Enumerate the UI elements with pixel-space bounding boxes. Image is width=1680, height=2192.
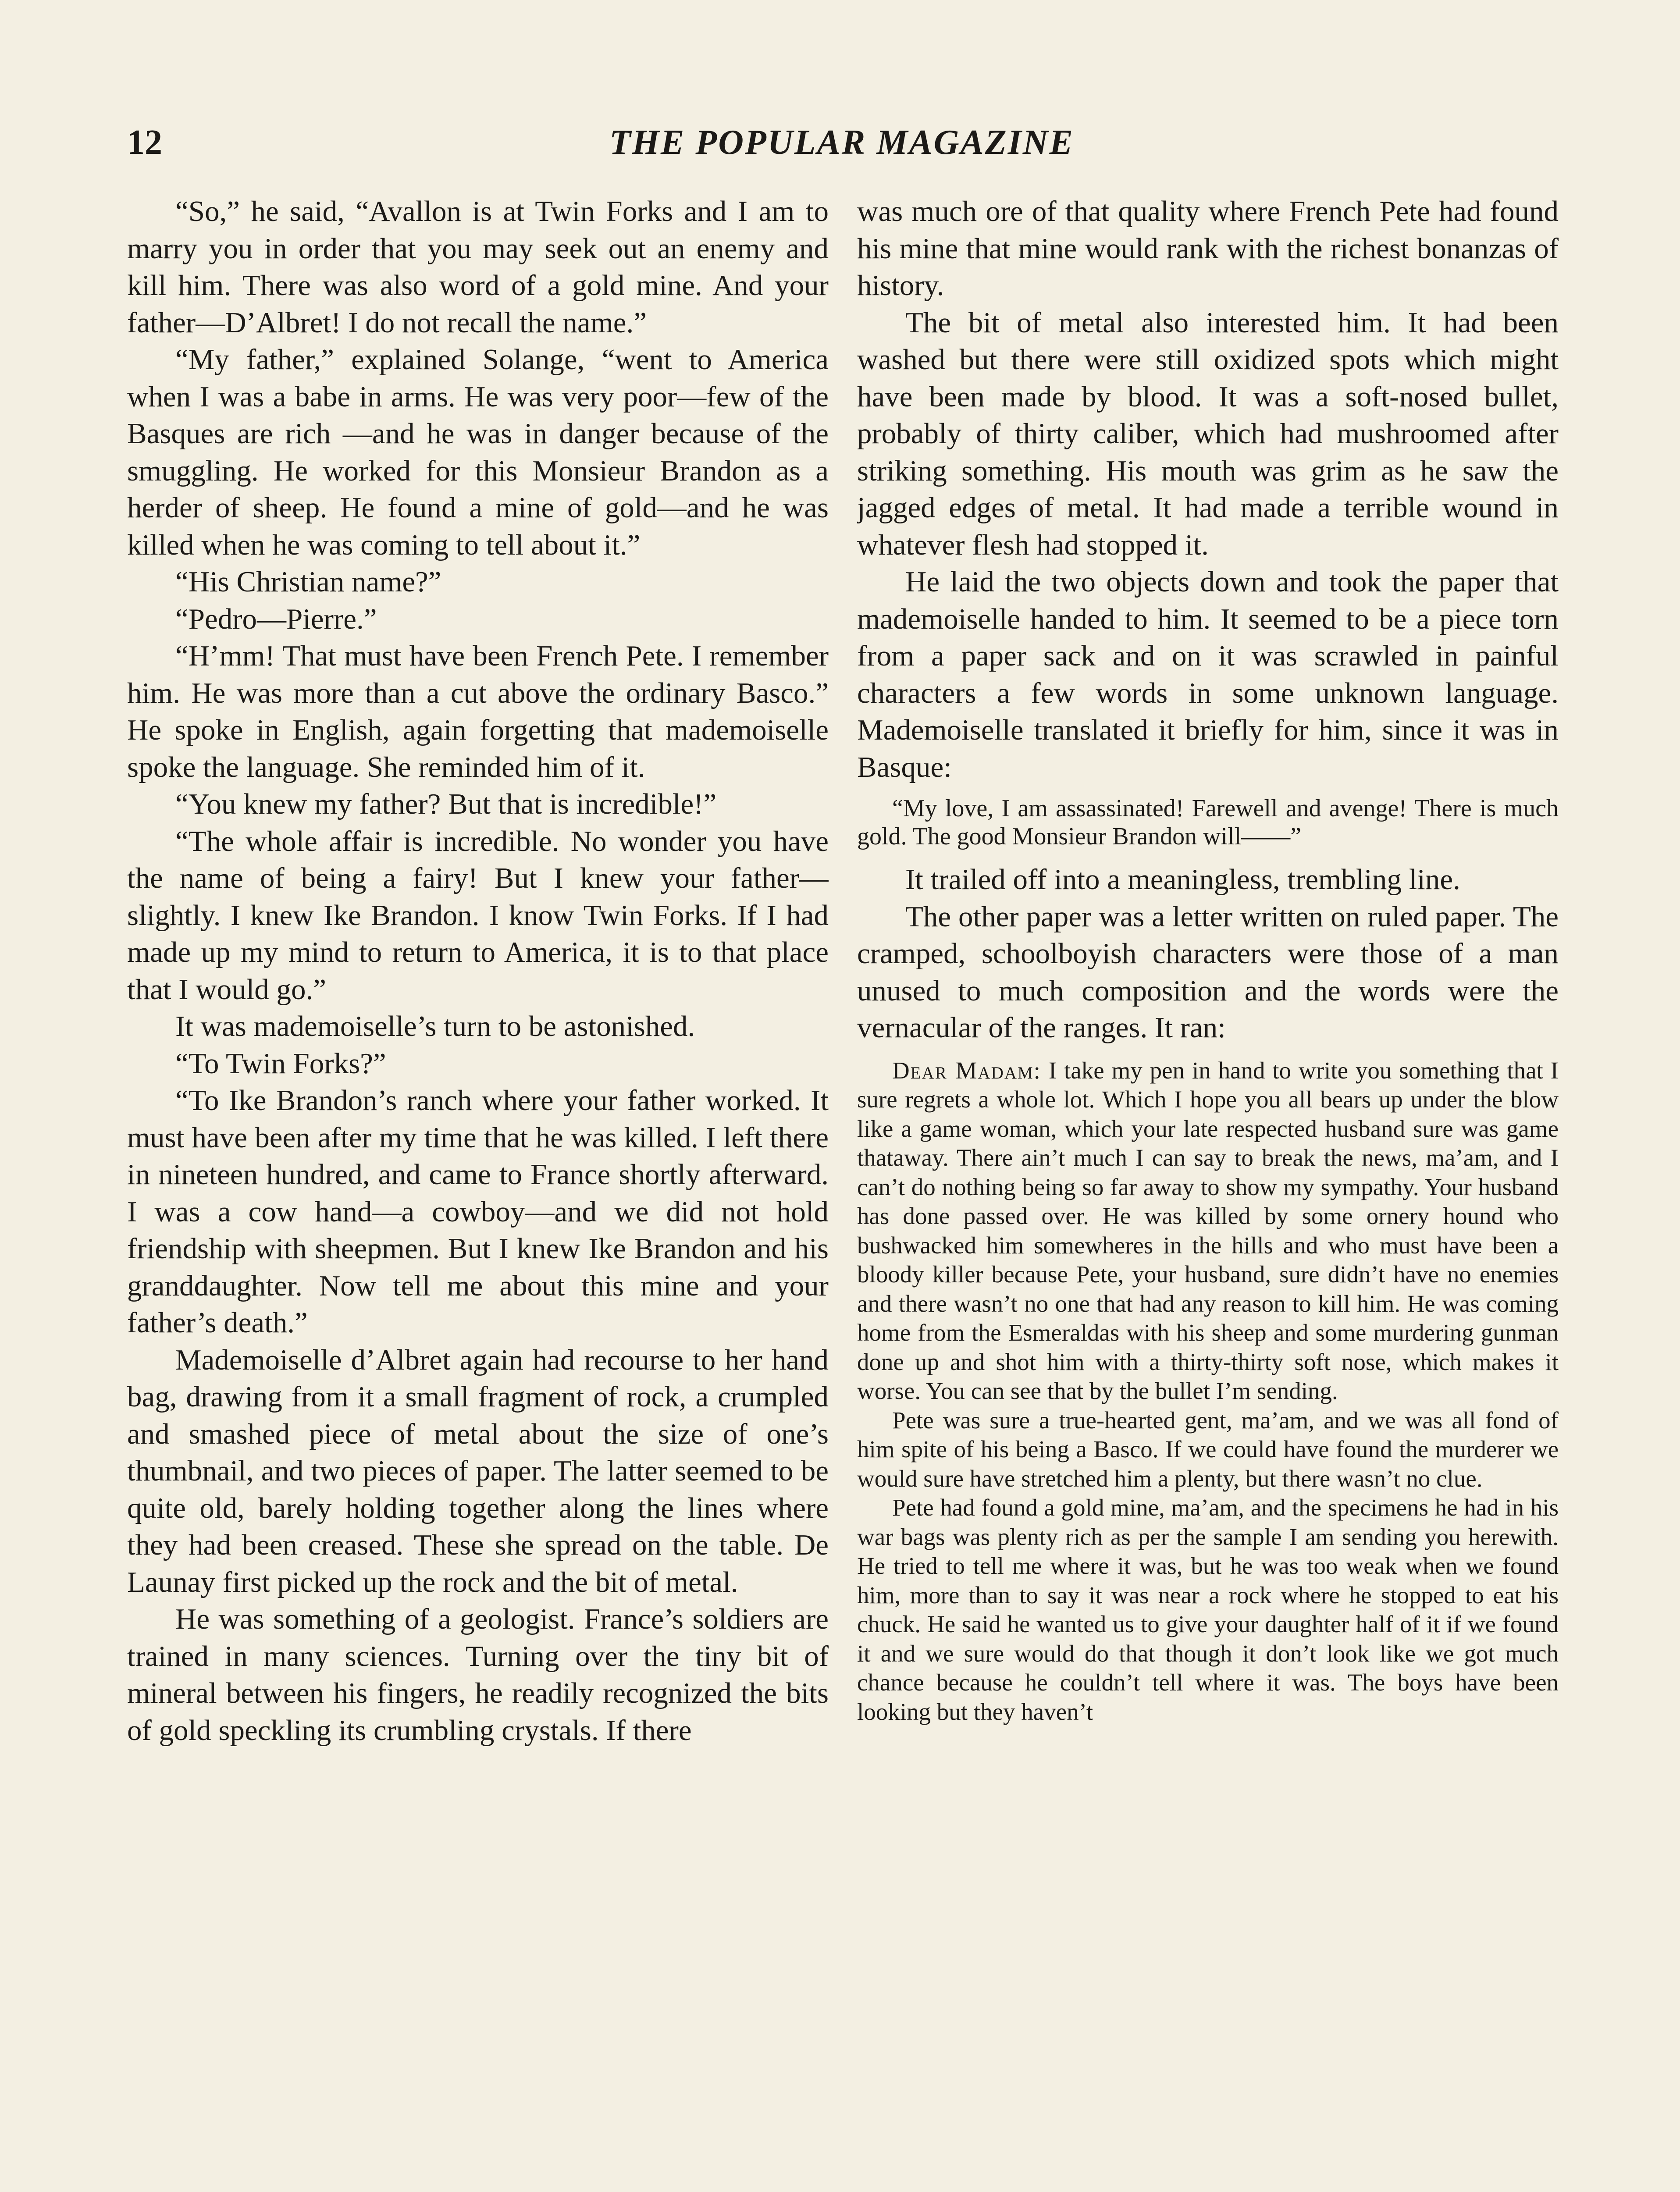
paragraph: “So,” he said, “Avallon is at Twin Forks and I am to marry you in order that you may seek out an enemy and kill him. There was also word of a gold mine. And your father—D’Albret! I do not recall the name.” xyxy=(127,195,829,339)
paragraph: He was something of a geologist. France’s soldiers are trained in many sciences. Turning over the tiny bit of mineral between his fingers, he readily recognized the bits of gold speckling its crumbling crystals. If there xyxy=(127,1603,829,1747)
right-column xyxy=(857,193,1559,2192)
paragraph: “His Christian name?” xyxy=(175,566,441,598)
basque-note-quote: “My love, I am assassinated! Farewell and avenge! There is much gold. The good Monsieur Brandon will——” xyxy=(857,795,1559,850)
right-column-body-continued xyxy=(857,861,1559,1046)
paragraph: The bit of metal also interested him. It had been washed but there were still oxidized spots which might have been made by blood. It was a soft-nosed bullet, probably of thirty caliber, which had mushroomed after striking something. His mouth was grim as he saw the jagged edges of metal. It had made a terrible wound in whatever flesh had stopped it. xyxy=(857,306,1559,561)
letter-paragraph: Pete had found a gold mine, ma’am, and the specimens he had in his war bags was plenty rich as per the sample I am sending you herewith. He tried to tell me where it was, but he was too weak when we found him, more than to say it was near a rock where he stopped to eat his chuck. He said he wanted us to give your daughter half of it if we found it and we sure would do that though it don’t look like we got much chance because he couldn’t tell where it was. The boys have been looking but they haven’t xyxy=(857,1494,1559,1725)
paragraph: It trailed off into a meaningless, trembling line. xyxy=(905,863,1460,896)
paragraph: It was mademoiselle’s turn to be astonished. xyxy=(175,1010,695,1043)
letter-text: I take my pen in hand to write you something that I sure regrets a whole lot. Which I hope you all bears up under the blow like a game woman, which your late respected husband sure was game thataway. There ain’t much I can say to break the news, ma’am, and I can’t do nothing being so far away to show my sympathy. Your husband has done passed over. He was killed by some ornery hound who bushwacked him somewheres in the hills and who must have been a bloody killer because Pete, your husband, sure didn’t have no enemies and there wasn’t no one that had any reason to kill him. He was coming home from the Esmeraldas with his sheep and some murdering gunman done up and shot him with a thirty-thirty soft nose, which makes it worse. You can see that by the bullet I’m sending. xyxy=(857,1057,1559,1404)
paragraph: “To Ike Brandon’s ranch where your father worked. It must have been after my time that he was killed. I left there in nineteen hundred, and came to France shortly afterward. I was a cow hand—a cowboy—and we did not hold friendship with sheepmen. But I knew Ike Brandon and his granddaughter. Now tell me about this mine and your father’s death.” xyxy=(127,1084,829,1339)
letter-salutation: Dear Madam: xyxy=(892,1057,1041,1084)
paragraph: “My father,” explained Solange, “went to America when I was a babe in arms. He was very poor—few of the Basques are rich —and he was in danger because of the smuggling. He worked for this Monsieur Brandon as a herder of sheep. He found a mine of gold—and he was killed when he was coming to tell about it.” xyxy=(127,343,829,561)
paragraph: “H’mm! That must have been French Pete. I remember him. He was more than a cut above the ordinary Basco.” He spoke in English, again forgetting that mademoiselle spoke the language. She reminded him of it. xyxy=(127,640,829,783)
letter-excerpt xyxy=(857,1056,1559,1727)
paragraph: He laid the two objects down and took the paper that mademoiselle handed to him. It seemed to be a piece torn from a paper sack and on it was scrawled in painful characters a few words in some unknown language. Mademoiselle translated it briefly for him, since it was in Basque: xyxy=(857,566,1559,783)
paragraph: “The whole affair is incredible. No wonder you have the name of being a fairy! But I knew your father—slightly. I knew Ike Brandon. I know Twin Forks. If I had made up my mind to return to America, it is to that place that I would go.” xyxy=(127,825,829,1006)
paragraph: “To Twin Forks?” xyxy=(175,1047,386,1080)
page-header xyxy=(127,118,1556,167)
right-column-body xyxy=(857,193,1559,786)
letter-paragraph: Pete was sure a true-hearted gent, ma’am, and we was all fond of him spite of his being a Basco. If we could have found the murderer we would sure have stretched him a plenty, but there wasn’t no clue. xyxy=(857,1406,1559,1492)
letter-paragraph xyxy=(857,1056,1559,1406)
magazine-title: THE POPULAR MAGAZINE xyxy=(609,123,1075,162)
paragraph: was much ore of that quality where French Pete had found his mine that mine would rank with the richest bonanzas of history. xyxy=(857,195,1559,302)
paragraph: Mademoiselle d’Albret again had recourse to her hand bag, drawing from it a small fragment of rock, a crumpled and smashed piece of metal about the size of one’s thumbnail, and two pieces of paper. The latter seemed to be quite old, barely holding together along the lines where they had been creased. These she spread on the table. De Launay first picked up the rock and the bit of metal. xyxy=(127,1343,829,1598)
paragraph: “You knew my father? But that is incredible!” xyxy=(175,788,717,820)
paragraph: “Pedro—Pierre.” xyxy=(175,602,377,635)
left-column xyxy=(127,193,829,2192)
page-number: 12 xyxy=(127,123,162,162)
paragraph: The other paper was a letter written on ruled paper. The cramped, schoolboyish characters were those of a man unused to much composition and the words were the vernacular of the ranges. It ran: xyxy=(857,900,1559,1044)
